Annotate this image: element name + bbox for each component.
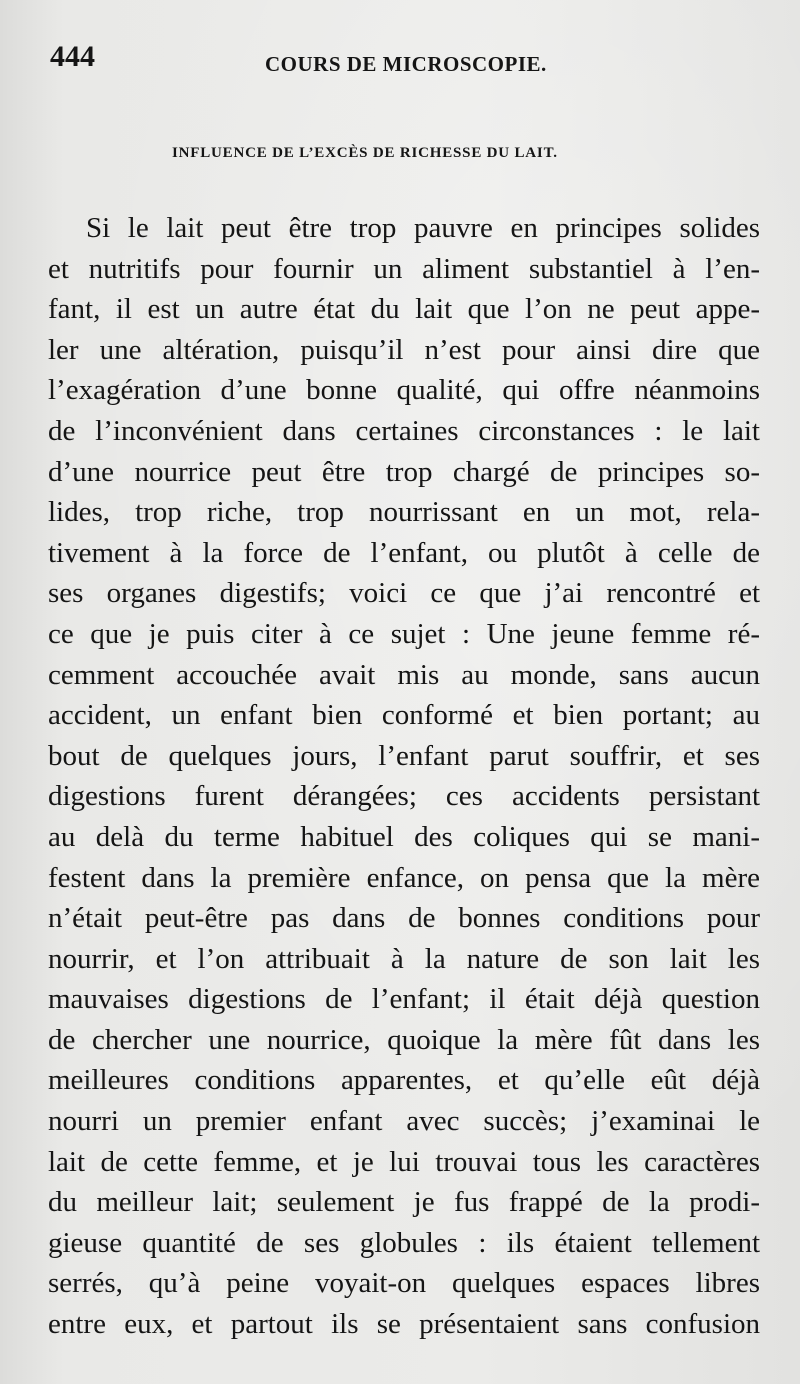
text-line: au delà du terme habituel des coliques qui se mani- — [48, 820, 760, 853]
text-line: serrés, qu’à peine voyait-on quelques espaces libres — [48, 1267, 760, 1300]
text-line: l’exagération d’une bonne qualité, qui offre néanmoins — [48, 374, 760, 407]
body-text — [48, 208, 760, 1345]
running-head: COURS DE MICROSCOPIE. — [265, 52, 547, 76]
text-line: accident, un enfant bien conformé et bien portant; au — [48, 699, 760, 732]
text-line: nourri un premier enfant avec succès; j’examinai le — [48, 1105, 760, 1138]
text-line: lait de cette femme, et je lui trouvai tous les caractères — [48, 1145, 760, 1178]
text-line: ler une altération, puisqu’il n’est pour ainsi dire que — [48, 333, 760, 366]
text-line: digestions furent dérangées; ces accidents persistant — [48, 780, 760, 813]
text-line: tivement à la force de l’enfant, ou plutôt à celle de — [48, 536, 760, 569]
text-line: ce que je puis citer à ce sujet : Une jeune femme ré- — [48, 617, 760, 650]
text-line: de l’inconvénient dans certaines circonstances : le lait — [48, 414, 760, 447]
text-line: lides, trop riche, trop nourrissant en un mot, rela- — [48, 496, 760, 529]
text-line: nourrir, et l’on attribuait à la nature de son lait les — [48, 942, 760, 975]
text-line: ses organes digestifs; voici ce que j’ai rencontré et — [48, 577, 760, 610]
text-line: Si le lait peut être trop pauvre en principes solides — [86, 212, 760, 244]
text-line: du meilleur lait; seulement je fus frappé de la prodi- — [48, 1186, 760, 1219]
text-line: entre eux, et partout ils se présentaient sans confusion — [48, 1308, 760, 1341]
text-line: d’une nourrice peut être trop chargé de principes so- — [48, 455, 760, 488]
text-line: festent dans la première enfance, on pensa que la mère — [48, 861, 760, 894]
text-line: mauvaises digestions de l’enfant; il était déjà question — [48, 983, 760, 1016]
text-line: cemment accouchée avait mis au monde, sans aucun — [48, 658, 760, 691]
text-line: n’était peut-être pas dans de bonnes conditions pour — [48, 902, 760, 935]
text-line: bout de quelques jours, l’enfant parut souffrir, et ses — [48, 739, 760, 772]
text-line: et nutritifs pour fournir un aliment substantiel à l’en- — [48, 252, 760, 285]
page-number: 444 — [50, 40, 95, 73]
text-line: gieuse quantité de ses globules : ils étaient tellement — [48, 1226, 760, 1259]
section-title: INFLUENCE DE L’EXCÈS DE RICHESSE DU LAIT. — [172, 145, 558, 161]
text-line: fant, il est un autre état du lait que l’on ne peut appe- — [48, 293, 760, 326]
text-line: meilleures conditions apparentes, et qu’elle eût déjà — [48, 1064, 760, 1097]
text-line: de chercher une nourrice, quoique la mère fût dans les — [48, 1023, 760, 1056]
